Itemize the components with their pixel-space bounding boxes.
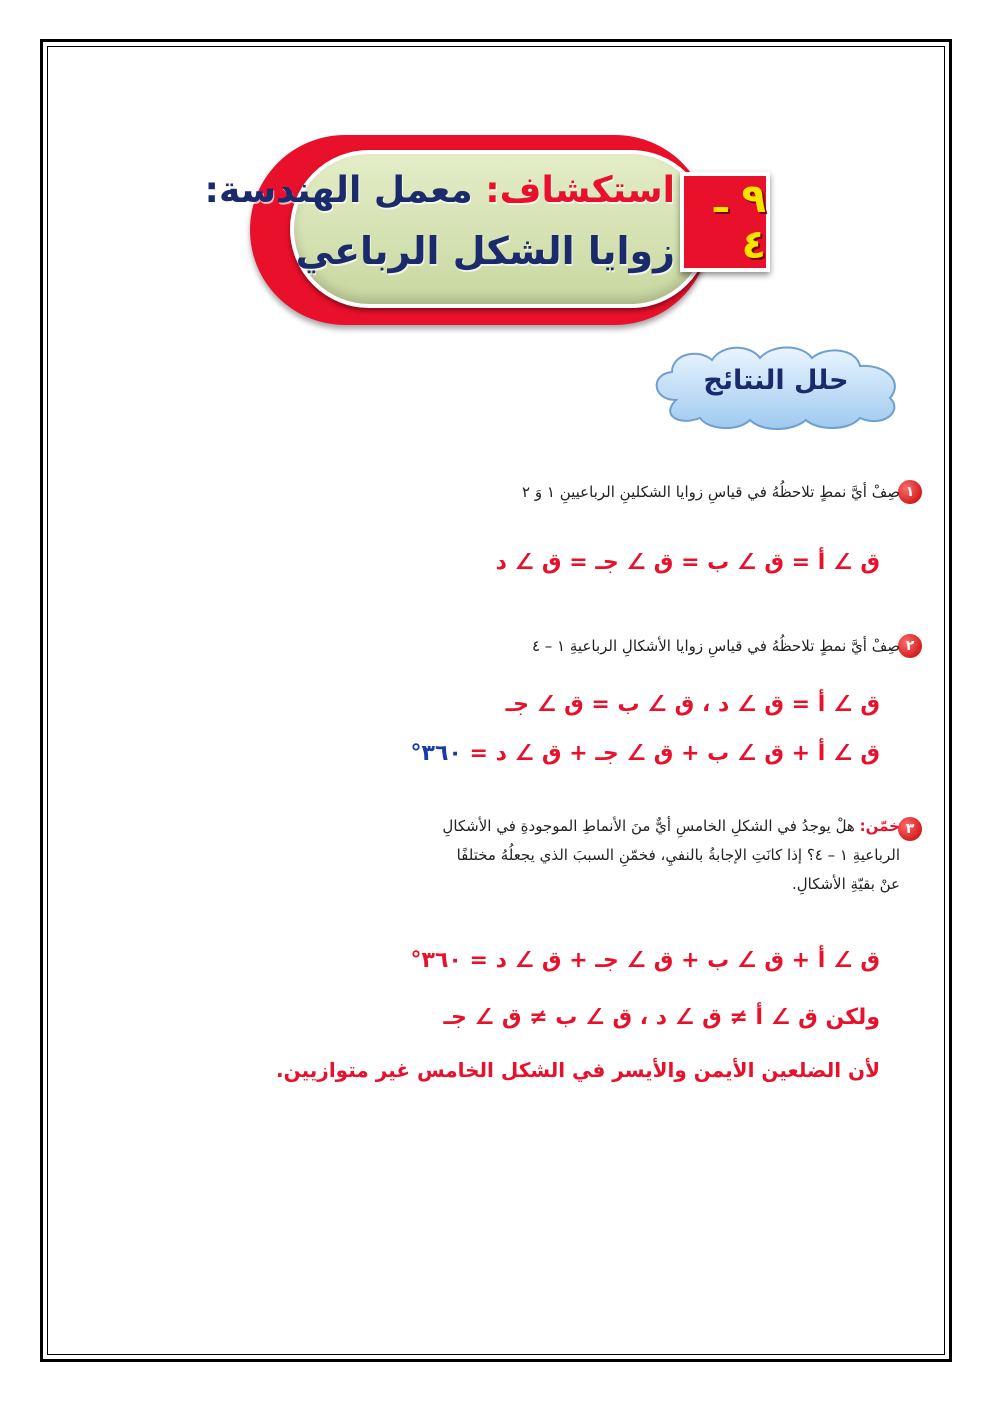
lesson-title-main: معمل الهندسة: — [204, 170, 473, 211]
question-number-badge: ٣ — [898, 817, 922, 841]
question-line: الرباعيةِ ١ – ٤؟ إذا كانَتِ الإجابةُ بالنفيِ، فخمّنِ السببَ الذي يجعلُهُ مختلفًا — [456, 846, 900, 864]
answer-line: ولكن ق ∠ أ ≠ ق ∠ د ، ق ∠ ب ≠ ق ∠ جـ — [443, 1005, 880, 1030]
section-title: حلل النتائج — [703, 365, 849, 396]
answer-line: ق ∠ أ = ق ∠ د ، ق ∠ ب = ق ∠ جـ — [505, 692, 880, 717]
answer-equation: ق ∠ أ + ق ∠ ب + ق ∠ جـ + ق ∠ د = — [461, 741, 880, 766]
question-text — [345, 812, 900, 899]
question-text: صِفْ أيَّ نمطٍ تلاحظُهُ في قياسِ زوايا الشكلينِ الرباعيينِ ١ وَ ٢ — [522, 483, 900, 501]
answer-line: لأن الضلعين الأيمن والأيسر في الشكل الخامس غير متوازيين. — [276, 1058, 880, 1082]
question-number-badge: ٢ — [898, 634, 922, 658]
lesson-title — [204, 166, 675, 216]
answer-line: ق ∠ أ + ق ∠ ب + ق ∠ جـ + ق ∠ د = ٣٦٠° — [410, 948, 880, 973]
answer-line — [411, 737, 880, 771]
question-text: صِفْ أيَّ نمطٍ تلاحظُهُ في قياسِ زوايا الأشكالِ الرباعيةِ ١ – ٤ — [531, 637, 900, 655]
answer-value: ٣٦٠° — [410, 741, 462, 766]
lesson-number-badge: ٩ ـ ٤ — [680, 172, 770, 272]
question-line: عنْ بقيّةِ الأشكالِ. — [791, 875, 900, 893]
question-number-badge: ١ — [898, 480, 922, 504]
lesson-title-prefix: استكشاف: — [485, 170, 675, 211]
answer-line: ق ∠ أ = ق ∠ ب = ق ∠ جـ = ق ∠ د — [495, 550, 880, 575]
question-line: هلْ يوجدُ في الشكلِ الخامسِ أيٌّ منَ الأنماطِ الموجودةِ في الأشكالِ — [442, 817, 855, 835]
lesson-subtitle: زوايا الشكل الرباعي — [295, 229, 675, 273]
question-keyword: خمّن: — [859, 817, 900, 835]
